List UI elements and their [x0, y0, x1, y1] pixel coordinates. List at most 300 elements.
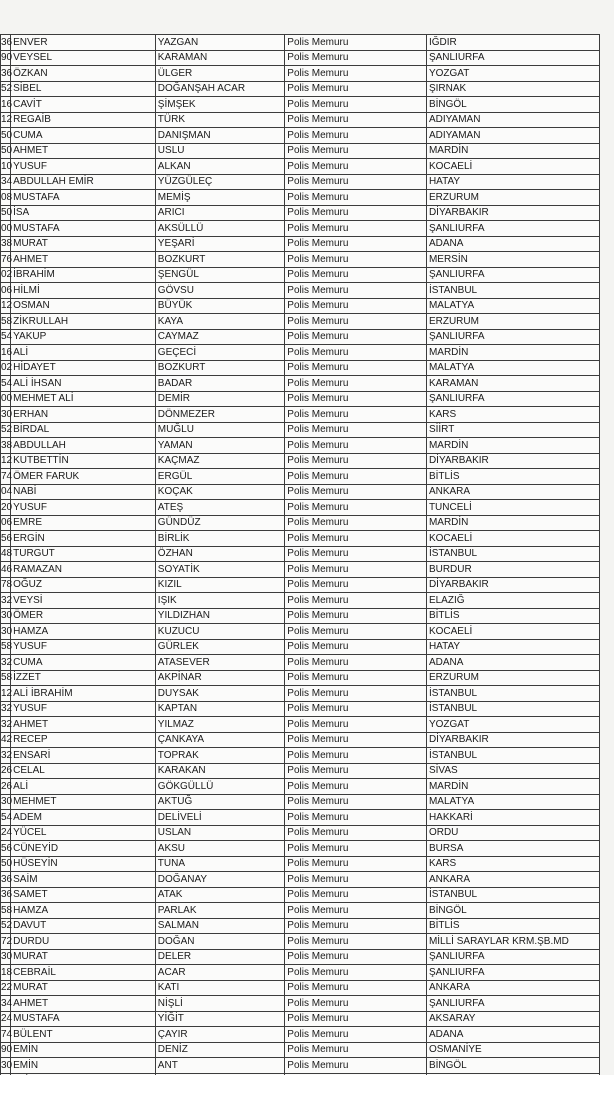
surname-cell: PARLAK [155, 903, 285, 919]
first-name-cell: ÖZKAN [11, 66, 156, 82]
first-name-cell: TURGUT [11, 546, 156, 562]
page-bottom-margin [0, 1075, 614, 1105]
row-number-cell: 30 [1, 608, 11, 624]
row-number-cell: 30 [1, 1058, 11, 1074]
table-row [1, 965, 600, 981]
first-name-cell: YUSUF [11, 639, 156, 655]
surname-cell: BADAR [155, 376, 285, 392]
city-cell: MALATYA [426, 794, 599, 810]
title-cell: Polis Memuru [285, 515, 427, 531]
row-number-cell: 74 [1, 469, 11, 485]
surname-cell: ALKAN [155, 159, 285, 175]
row-number-cell: 58 [1, 670, 11, 686]
table-row [1, 794, 600, 810]
surname-cell: SOYATİK [155, 562, 285, 578]
city-cell: BİNGÖL [426, 1058, 599, 1074]
row-number-cell: 56 [1, 841, 11, 857]
table-row [1, 903, 600, 919]
table-row [1, 887, 600, 903]
surname-cell: KAPTAN [155, 701, 285, 717]
first-name-cell: MEHMET ALİ [11, 391, 156, 407]
table-row [1, 1027, 600, 1043]
first-name-cell: CUMA [11, 128, 156, 144]
table-row [1, 825, 600, 841]
city-cell: DİYARBAKIR [426, 453, 599, 469]
table-row [1, 97, 600, 113]
table-row [1, 438, 600, 454]
first-name-cell: KUTBETTİN [11, 453, 156, 469]
row-number-cell: 18 [1, 965, 11, 981]
table-row [1, 577, 600, 593]
title-cell: Polis Memuru [285, 949, 427, 965]
row-number-cell: 30 [1, 949, 11, 965]
table-row [1, 453, 600, 469]
city-cell: BİNGÖL [426, 903, 599, 919]
row-number-cell: 50 [1, 205, 11, 221]
row-number-cell: 38 [1, 236, 11, 252]
city-cell: KARS [426, 856, 599, 872]
first-name-cell: ABDULLAH [11, 438, 156, 454]
city-cell: ŞANLIURFA [426, 50, 599, 66]
title-cell: Polis Memuru [285, 314, 427, 330]
city-cell: ADANA [426, 236, 599, 252]
row-number-cell: 52 [1, 81, 11, 97]
surname-cell: BÜYÜK [155, 298, 285, 314]
table-row [1, 593, 600, 609]
row-number-cell: 58 [1, 903, 11, 919]
city-cell: OSMANİYE [426, 1042, 599, 1058]
first-name-cell: ERGİN [11, 531, 156, 547]
row-number-cell: 76 [1, 252, 11, 268]
table-row [1, 66, 600, 82]
row-number-cell: 12 [1, 453, 11, 469]
first-name-cell: ERHAN [11, 407, 156, 423]
title-cell: Polis Memuru [285, 143, 427, 159]
personnel-table-body [1, 35, 600, 1089]
row-number-cell: 26 [1, 763, 11, 779]
surname-cell: NİŞLİ [155, 996, 285, 1012]
title-cell: Polis Memuru [285, 112, 427, 128]
city-cell: DİYARBAKIR [426, 577, 599, 593]
table-row [1, 329, 600, 345]
city-cell: MERSİN [426, 252, 599, 268]
surname-cell: YAZGAN [155, 35, 285, 51]
table-row [1, 422, 600, 438]
table-row [1, 980, 600, 996]
title-cell: Polis Memuru [285, 221, 427, 237]
row-number-cell: 54 [1, 329, 11, 345]
row-number-cell: 00 [1, 391, 11, 407]
city-cell: MİLLİ SARAYLAR KRM.ŞB.MD [426, 934, 599, 950]
first-name-cell: YÜCEL [11, 825, 156, 841]
first-name-cell: MUSTAFA [11, 190, 156, 206]
title-cell: Polis Memuru [285, 236, 427, 252]
title-cell: Polis Memuru [285, 996, 427, 1012]
personnel-table [0, 34, 600, 1089]
city-cell: İSTANBUL [426, 701, 599, 717]
row-number-cell: 24 [1, 825, 11, 841]
first-name-cell: OSMAN [11, 298, 156, 314]
title-cell: Polis Memuru [285, 810, 427, 826]
surname-cell: DELİVELİ [155, 810, 285, 826]
table-row [1, 996, 600, 1012]
row-number-cell: 34 [1, 174, 11, 190]
city-cell: ELAZIĞ [426, 593, 599, 609]
row-number-cell: 42 [1, 732, 11, 748]
surname-cell: ŞİMŞEK [155, 97, 285, 113]
title-cell: Polis Memuru [285, 872, 427, 888]
table-row [1, 515, 600, 531]
first-name-cell: CAVİT [11, 97, 156, 113]
table-row [1, 376, 600, 392]
first-name-cell: HAMZA [11, 903, 156, 919]
surname-cell: ÇAYIR [155, 1027, 285, 1043]
row-number-cell: 36 [1, 887, 11, 903]
title-cell: Polis Memuru [285, 283, 427, 299]
surname-cell: ARICI [155, 205, 285, 221]
title-cell: Polis Memuru [285, 717, 427, 733]
first-name-cell: RECEP [11, 732, 156, 748]
row-number-cell: 04 [1, 484, 11, 500]
first-name-cell: YUSUF [11, 701, 156, 717]
title-cell: Polis Memuru [285, 763, 427, 779]
first-name-cell: HİDAYET [11, 360, 156, 376]
first-name-cell: MEHMET [11, 794, 156, 810]
first-name-cell: İSA [11, 205, 156, 221]
city-cell: KOCAELİ [426, 159, 599, 175]
surname-cell: TÜRK [155, 112, 285, 128]
title-cell: Polis Memuru [285, 128, 427, 144]
city-cell: ŞANLIURFA [426, 329, 599, 345]
city-cell: ŞANLIURFA [426, 391, 599, 407]
title-cell: Polis Memuru [285, 190, 427, 206]
surname-cell: KAÇMAZ [155, 453, 285, 469]
first-name-cell: MURAT [11, 236, 156, 252]
table-row [1, 949, 600, 965]
city-cell: MARDİN [426, 143, 599, 159]
surname-cell: AKTUĞ [155, 794, 285, 810]
first-name-cell: AHMET [11, 717, 156, 733]
city-cell: SİVAS [426, 763, 599, 779]
first-name-cell: MUSTAFA [11, 221, 156, 237]
row-number-cell: 72 [1, 934, 11, 950]
first-name-cell: EMRE [11, 515, 156, 531]
row-number-cell: 54 [1, 810, 11, 826]
table-row [1, 686, 600, 702]
city-cell: ADANA [426, 655, 599, 671]
first-name-cell: MUSTAFA [11, 1011, 156, 1027]
surname-cell: DUYSAK [155, 686, 285, 702]
title-cell: Polis Memuru [285, 360, 427, 376]
first-name-cell: CEBRAİL [11, 965, 156, 981]
first-name-cell: SİBEL [11, 81, 156, 97]
city-cell: MARDİN [426, 438, 599, 454]
title-cell: Polis Memuru [285, 701, 427, 717]
city-cell: ERZURUM [426, 670, 599, 686]
row-number-cell: 78 [1, 577, 11, 593]
first-name-cell: VEYSEL [11, 50, 156, 66]
row-number-cell: 06 [1, 515, 11, 531]
row-number-cell: 56 [1, 531, 11, 547]
surname-cell: KUZUCU [155, 624, 285, 640]
city-cell: ERZURUM [426, 314, 599, 330]
city-cell: ERZURUM [426, 190, 599, 206]
title-cell: Polis Memuru [285, 453, 427, 469]
row-number-cell: 32 [1, 748, 11, 764]
city-cell: DİYARBAKIR [426, 205, 599, 221]
title-cell: Polis Memuru [285, 50, 427, 66]
table-row [1, 407, 600, 423]
surname-cell: DENİZ [155, 1042, 285, 1058]
first-name-cell: EMİN [11, 1042, 156, 1058]
row-number-cell: 30 [1, 624, 11, 640]
table-row [1, 872, 600, 888]
table-row [1, 112, 600, 128]
city-cell: ŞIRNAK [426, 81, 599, 97]
surname-cell: IŞIK [155, 593, 285, 609]
row-number-cell: 12 [1, 112, 11, 128]
table-row [1, 779, 600, 795]
table-row [1, 391, 600, 407]
title-cell: Polis Memuru [285, 562, 427, 578]
row-number-cell: 50 [1, 128, 11, 144]
row-number-cell: 20 [1, 500, 11, 516]
surname-cell: ATEŞ [155, 500, 285, 516]
title-cell: Polis Memuru [285, 593, 427, 609]
row-number-cell: 02 [1, 267, 11, 283]
row-number-cell: 12 [1, 686, 11, 702]
first-name-cell: ALİ [11, 779, 156, 795]
row-number-cell: 46 [1, 562, 11, 578]
surname-cell: ÜLGER [155, 66, 285, 82]
first-name-cell: EMİN [11, 1058, 156, 1074]
table-row [1, 128, 600, 144]
first-name-cell: DAVUT [11, 918, 156, 934]
title-cell: Polis Memuru [285, 376, 427, 392]
title-cell: Polis Memuru [285, 35, 427, 51]
surname-cell: ŞENGÜL [155, 267, 285, 283]
city-cell: MARDİN [426, 515, 599, 531]
first-name-cell: ALİ İHSAN [11, 376, 156, 392]
title-cell: Polis Memuru [285, 748, 427, 764]
first-name-cell: SAMET [11, 887, 156, 903]
first-name-cell: MURAT [11, 949, 156, 965]
table-row [1, 531, 600, 547]
first-name-cell: ÖMER [11, 608, 156, 624]
surname-cell: KARAMAN [155, 50, 285, 66]
surname-cell: ÇANKAYA [155, 732, 285, 748]
row-number-cell: 32 [1, 593, 11, 609]
title-cell: Polis Memuru [285, 1058, 427, 1074]
surname-cell: DEMİR [155, 391, 285, 407]
city-cell: SİİRT [426, 422, 599, 438]
city-cell: BİTLİS [426, 608, 599, 624]
table-row [1, 1011, 600, 1027]
surname-cell: ATAK [155, 887, 285, 903]
first-name-cell: ADEM [11, 810, 156, 826]
surname-cell: GÖKGÜLLÜ [155, 779, 285, 795]
city-cell: HATAY [426, 639, 599, 655]
city-cell: TUNCELİ [426, 500, 599, 516]
surname-cell: MEMİŞ [155, 190, 285, 206]
table-row [1, 283, 600, 299]
surname-cell: ACAR [155, 965, 285, 981]
surname-cell: KAYA [155, 314, 285, 330]
title-cell: Polis Memuru [285, 407, 427, 423]
title-cell: Polis Memuru [285, 205, 427, 221]
title-cell: Polis Memuru [285, 500, 427, 516]
surname-cell: USLAN [155, 825, 285, 841]
surname-cell: ERGÜL [155, 469, 285, 485]
table-row [1, 701, 600, 717]
row-number-cell: 24 [1, 1011, 11, 1027]
title-cell: Polis Memuru [285, 97, 427, 113]
title-cell: Polis Memuru [285, 608, 427, 624]
surname-cell: ATASEVER [155, 655, 285, 671]
title-cell: Polis Memuru [285, 841, 427, 857]
table-row [1, 221, 600, 237]
city-cell: BİTLİS [426, 469, 599, 485]
surname-cell: USLU [155, 143, 285, 159]
row-number-cell: 32 [1, 655, 11, 671]
surname-cell: YÜZGÜLEÇ [155, 174, 285, 190]
surname-cell: TUNA [155, 856, 285, 872]
row-number-cell: 90 [1, 1042, 11, 1058]
city-cell: KOCAELİ [426, 624, 599, 640]
surname-cell: YAMAN [155, 438, 285, 454]
title-cell: Polis Memuru [285, 66, 427, 82]
first-name-cell: VEYSİ [11, 593, 156, 609]
title-cell: Polis Memuru [285, 980, 427, 996]
table-row [1, 314, 600, 330]
city-cell: ADIYAMAN [426, 128, 599, 144]
city-cell: ADIYAMAN [426, 112, 599, 128]
table-row [1, 360, 600, 376]
row-number-cell: 02 [1, 360, 11, 376]
table-row [1, 624, 600, 640]
first-name-cell: OĞUZ [11, 577, 156, 593]
first-name-cell: MURAT [11, 980, 156, 996]
surname-cell: GÜNDÜZ [155, 515, 285, 531]
surname-cell: KOÇAK [155, 484, 285, 500]
table-row [1, 856, 600, 872]
surname-cell: DÖNMEZER [155, 407, 285, 423]
first-name-cell: DURDU [11, 934, 156, 950]
table-row [1, 500, 600, 516]
title-cell: Polis Memuru [285, 655, 427, 671]
table-row [1, 1058, 600, 1074]
surname-cell: GÖVSU [155, 283, 285, 299]
first-name-cell: BİRDAL [11, 422, 156, 438]
title-cell: Polis Memuru [285, 252, 427, 268]
row-number-cell: 16 [1, 345, 11, 361]
first-name-cell: HÜSEYİN [11, 856, 156, 872]
table-row [1, 143, 600, 159]
first-name-cell: YUSUF [11, 500, 156, 516]
surname-cell: BOZKURT [155, 252, 285, 268]
surname-cell: TOPRAK [155, 748, 285, 764]
first-name-cell: YAKUP [11, 329, 156, 345]
table-row [1, 35, 600, 51]
table-row [1, 670, 600, 686]
city-cell: ANKARA [426, 484, 599, 500]
table-row [1, 174, 600, 190]
row-number-cell: 48 [1, 546, 11, 562]
title-cell: Polis Memuru [285, 469, 427, 485]
first-name-cell: CÜNEYİD [11, 841, 156, 857]
title-cell: Polis Memuru [285, 577, 427, 593]
title-cell: Polis Memuru [285, 329, 427, 345]
row-number-cell: 32 [1, 717, 11, 733]
table-row [1, 236, 600, 252]
table-row [1, 841, 600, 857]
title-cell: Polis Memuru [285, 159, 427, 175]
surname-cell: DELER [155, 949, 285, 965]
title-cell: Polis Memuru [285, 267, 427, 283]
city-cell: AKSARAY [426, 1011, 599, 1027]
table-row [1, 562, 600, 578]
surname-cell: KATI [155, 980, 285, 996]
title-cell: Polis Memuru [285, 686, 427, 702]
surname-cell: KIZIL [155, 577, 285, 593]
row-number-cell: 38 [1, 438, 11, 454]
surname-cell: KARAKAN [155, 763, 285, 779]
title-cell: Polis Memuru [285, 531, 427, 547]
row-number-cell: 52 [1, 422, 11, 438]
surname-cell: AKSÜLLÜ [155, 221, 285, 237]
row-number-cell: 12 [1, 298, 11, 314]
city-cell: BURSA [426, 841, 599, 857]
surname-cell: YILDIZHAN [155, 608, 285, 624]
title-cell: Polis Memuru [285, 918, 427, 934]
city-cell: YOZGAT [426, 66, 599, 82]
city-cell: ORDU [426, 825, 599, 841]
row-number-cell: 08 [1, 190, 11, 206]
first-name-cell: HAMZA [11, 624, 156, 640]
surname-cell: YILMAZ [155, 717, 285, 733]
city-cell: MARDİN [426, 345, 599, 361]
surname-cell: BİRLİK [155, 531, 285, 547]
city-cell: KARS [426, 407, 599, 423]
first-name-cell: ZİKRULLAH [11, 314, 156, 330]
surname-cell: YİĞİT [155, 1011, 285, 1027]
title-cell: Polis Memuru [285, 345, 427, 361]
title-cell: Polis Memuru [285, 794, 427, 810]
city-cell: ŞANLIURFA [426, 221, 599, 237]
title-cell: Polis Memuru [285, 639, 427, 655]
surname-cell: ANT [155, 1058, 285, 1074]
city-cell: ANKARA [426, 872, 599, 888]
row-number-cell: 50 [1, 856, 11, 872]
table-row [1, 608, 600, 624]
city-cell: KOCAELİ [426, 531, 599, 547]
title-cell: Polis Memuru [285, 1042, 427, 1058]
row-number-cell: 36 [1, 872, 11, 888]
title-cell: Polis Memuru [285, 934, 427, 950]
table-row [1, 655, 600, 671]
surname-cell: GÜRLEK [155, 639, 285, 655]
city-cell: İSTANBUL [426, 686, 599, 702]
surname-cell: ÖZHAN [155, 546, 285, 562]
city-cell: IĞDIR [426, 35, 599, 51]
city-cell: İSTANBUL [426, 283, 599, 299]
title-cell: Polis Memuru [285, 422, 427, 438]
surname-cell: AKPİNAR [155, 670, 285, 686]
city-cell: BİNGÖL [426, 97, 599, 113]
table-row [1, 252, 600, 268]
title-cell: Polis Memuru [285, 624, 427, 640]
first-name-cell: İZZET [11, 670, 156, 686]
